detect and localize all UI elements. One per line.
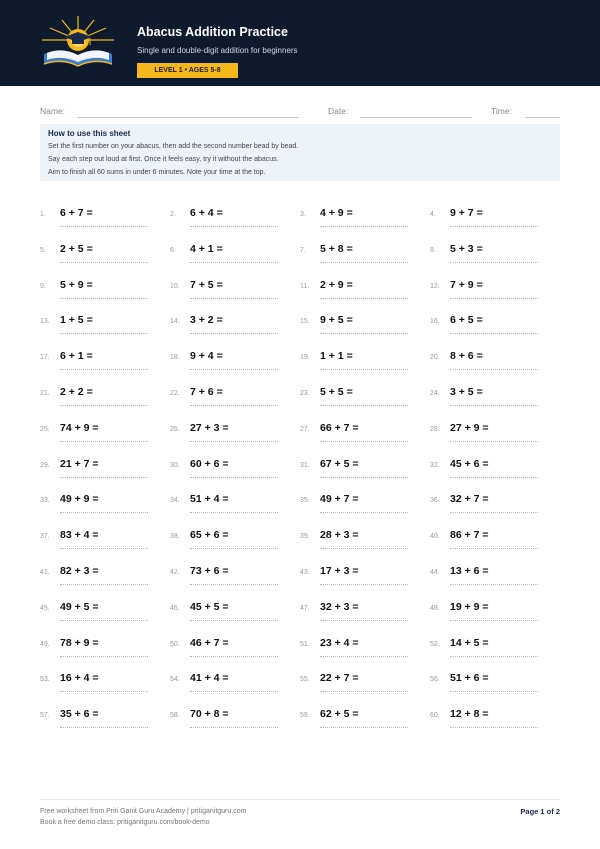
name-label: Name: [40,106,66,116]
problem-equation: 73 + 6 = [190,565,229,577]
problem-number: 47. [300,604,310,612]
problem-equation: 28 + 3 = [320,529,359,542]
answer-line[interactable] [320,333,408,334]
problem-equation: 32 + 3 = [320,600,359,613]
instructions-box [40,124,560,181]
problem-equation: 7 + 5 = [190,278,223,291]
problem-item [430,422,540,446]
name-field[interactable] [77,117,299,118]
instructions-title: How to use this sheet [48,129,131,138]
answer-line[interactable] [190,584,278,585]
answer-line[interactable] [450,548,538,549]
problem-number: 27. [300,425,310,433]
problem-equation: 9 + 4 = [190,350,223,363]
problem-number: 4. [430,211,436,218]
problem-equation: 78 + 9 = [60,636,99,649]
time-label: Time: [491,106,512,116]
problem-number: 29. [40,461,50,469]
problem-number: 3. [300,211,306,218]
problem-item [40,637,150,661]
problem-equation: 51 + 6 = [450,672,489,685]
problem-item [40,386,150,410]
answer-line[interactable] [60,512,148,513]
problem-item [300,314,410,338]
problem-item [300,422,410,446]
problem-number: 56. [430,676,440,684]
answer-line[interactable] [190,333,278,334]
problem-equation: 7 + 9 = [450,278,483,291]
problem-number: 33. [40,497,50,505]
problem-item [300,350,410,374]
problem-item [40,672,150,696]
problem-item [40,422,150,446]
problem-equation: 49 + 9 = [60,493,99,506]
problem-equation: 82 + 3 = [60,565,99,577]
answer-line[interactable] [450,298,538,299]
problem-number: 1. [40,211,46,218]
problem-equation: 21 + 7 = [60,457,99,470]
problem-equation: 4 + 9 = [320,207,353,219]
problem-number: 39. [300,533,310,541]
problem-number: 30. [170,461,180,469]
problem-equation: 13 + 6 = [450,565,489,577]
problem-equation: 27 + 9 = [450,421,489,434]
answer-line[interactable] [60,477,148,478]
date-label: Date: [328,106,349,116]
problem-equation: 74 + 9 = [60,421,99,434]
problem-equation: 6 + 7 = [60,207,93,219]
problem-number: 14. [170,318,180,326]
answer-line[interactable] [60,333,148,334]
problem-item [170,458,280,482]
answer-line[interactable] [60,691,148,692]
problem-number: 57. [40,712,50,720]
problem-equation: 9 + 7 = [450,207,483,219]
problem-item [40,279,150,303]
answer-line[interactable] [320,691,408,692]
problem-number: 60. [430,712,440,720]
problem-item [430,601,540,625]
answer-line[interactable] [320,405,408,406]
problem-number: 35. [300,497,310,505]
problem-item [40,314,150,338]
problem-number: 52. [430,640,440,648]
answer-line[interactable] [450,727,538,728]
answer-line[interactable] [450,691,538,692]
problem-item [430,386,540,410]
problem-equation: 46 + 7 = [190,636,229,649]
answer-line[interactable] [320,584,408,585]
problem-equation: 83 + 4 = [60,529,99,542]
problem-item [40,243,150,267]
problem-item [430,565,540,589]
problem-item [170,386,280,410]
answer-line[interactable] [320,656,408,657]
answer-line[interactable] [190,369,278,370]
answer-line[interactable] [60,262,148,263]
answer-line[interactable] [60,369,148,370]
level-badge: LEVEL 1 • AGES 5-8 [137,63,238,78]
problem-equation: 27 + 3 = [190,421,229,434]
problem-item [170,672,280,696]
problem-number: 55. [300,676,310,684]
answer-line[interactable] [60,656,148,657]
problem-item [300,207,410,231]
academy-logo-icon [32,12,124,74]
problem-item [170,350,280,374]
problem-number: 26. [170,425,180,433]
problem-number: 6. [170,246,176,254]
answer-line[interactable] [190,226,278,227]
problem-item [430,350,540,374]
answer-line[interactable] [60,441,148,442]
problem-item [170,601,280,625]
page-number: Page 1 of 2 [520,807,560,816]
problem-number: 28. [430,425,440,433]
problem-equation: 2 + 5 = [60,242,93,255]
problem-equation: 3 + 5 = [450,386,483,398]
problem-item [300,386,410,410]
problem-item [430,279,540,303]
answer-line[interactable] [60,548,148,549]
problem-number: 53. [40,676,50,684]
problem-item [170,565,280,589]
problem-item [300,708,410,732]
header-banner [0,0,600,86]
footer-demo-link: Book a free demo class: pritiganitguru.com/book-demo [40,819,210,826]
date-field[interactable] [360,117,472,118]
answer-line[interactable] [450,584,538,585]
problem-number: 42. [170,569,180,576]
answer-line[interactable] [60,620,148,621]
answer-line[interactable] [60,298,148,299]
answer-line[interactable] [320,226,408,227]
answer-line[interactable] [190,548,278,549]
answer-line[interactable] [190,656,278,657]
problem-number: 16. [430,318,440,326]
answer-line[interactable] [450,405,538,406]
problem-item [40,601,150,625]
problem-equation: 70 + 8 = [190,708,229,721]
problem-equation: 6 + 5 = [450,314,483,327]
problem-item [430,493,540,517]
problem-item [170,493,280,517]
instruction-line: Aim to finish all 60 sums in under 6 minutes. Note your time at the top. [48,169,266,176]
problem-equation: 22 + 7 = [320,672,359,685]
answer-line[interactable] [320,548,408,549]
answer-line[interactable] [320,369,408,370]
problem-number: 5. [40,246,46,254]
problem-number: 15. [300,318,310,326]
problem-item [300,601,410,625]
answer-line[interactable] [190,727,278,728]
answer-line[interactable] [320,441,408,442]
problem-equation: 5 + 3 = [450,242,483,255]
problem-number: 44. [430,569,440,576]
answer-line[interactable] [450,369,538,370]
problem-number: 2. [170,211,176,218]
problem-item [300,279,410,303]
problem-equation: 60 + 6 = [190,457,229,470]
problem-item [430,708,540,732]
problem-number: 19. [300,354,310,362]
problem-number: 41. [40,569,50,576]
problem-item [430,637,540,661]
problem-number: 48. [430,604,440,612]
page-subtitle: Single and double-digit addition for beginners [137,46,298,55]
problem-number: 46. [170,604,180,612]
answer-line[interactable] [190,620,278,621]
answer-line[interactable] [320,262,408,263]
problem-equation: 49 + 5 = [60,600,99,613]
instruction-line: Set the first number on your abacus, then add the second number bead by bead. [48,143,299,150]
problem-item [430,243,540,267]
problem-number: 9. [40,282,46,290]
problem-number: 32. [430,461,440,469]
problem-number: 18. [170,354,180,362]
problem-item [40,458,150,482]
time-field[interactable] [525,117,560,118]
problem-number: 45. [40,604,50,612]
problem-item [300,243,410,267]
problem-equation: 9 + 5 = [320,314,353,327]
problem-item [40,350,150,374]
answer-line[interactable] [190,441,278,442]
problem-item [170,314,280,338]
problem-number: 8. [430,246,436,254]
problem-equation: 4 + 1 = [190,242,223,255]
problem-equation: 12 + 8 = [450,708,489,721]
problem-equation: 41 + 4 = [190,672,229,685]
problem-number: 22. [170,390,180,397]
problem-equation: 5 + 5 = [320,386,353,398]
problem-item [300,637,410,661]
problem-equation: 62 + 5 = [320,708,359,721]
footer-divider [40,799,560,800]
problem-equation: 3 + 2 = [190,314,223,327]
problem-number: 59. [300,712,310,720]
problem-number: 58. [170,712,180,720]
problem-number: 13. [40,318,50,326]
problem-item [430,207,540,231]
problem-item [170,637,280,661]
problem-item [170,207,280,231]
problem-number: 54. [170,676,180,684]
answer-line[interactable] [190,691,278,692]
problem-item [430,458,540,482]
problem-item [170,708,280,732]
problem-equation: 6 + 1 = [60,350,93,363]
problem-number: 36. [430,497,440,505]
problem-number: 20. [430,354,440,362]
problem-equation: 1 + 1 = [320,350,353,363]
problem-equation: 2 + 2 = [60,386,93,398]
problem-item [300,529,410,553]
problem-equation: 45 + 6 = [450,457,489,470]
problem-equation: 2 + 9 = [320,278,353,291]
problem-number: 37. [40,533,50,541]
problem-number: 21. [40,390,50,397]
problem-item [170,529,280,553]
answer-line[interactable] [190,405,278,406]
problem-equation: 17 + 3 = [320,565,359,577]
problem-item [430,672,540,696]
answer-line[interactable] [320,512,408,513]
footer-credit: Free worksheet from Priti Ganit Guru Academy | pritiganitguru.com [40,808,247,815]
problem-equation: 45 + 5 = [190,600,229,613]
answer-line[interactable] [60,727,148,728]
answer-line[interactable] [190,298,278,299]
answer-line[interactable] [320,477,408,478]
problem-equation: 19 + 9 = [450,600,489,613]
problem-item [40,565,150,589]
problem-number: 34. [170,497,180,505]
problem-equation: 51 + 4 = [190,493,229,506]
instruction-line: Say each step out loud at first. Once it feels easy, try it without the abacus. [48,156,279,163]
problem-item [300,458,410,482]
problem-item [170,279,280,303]
problem-number: 10. [170,282,180,290]
problem-item [300,565,410,589]
problem-equation: 65 + 6 = [190,529,229,542]
problem-equation: 8 + 6 = [450,350,483,363]
answer-line[interactable] [190,262,278,263]
problem-number: 23. [300,390,310,397]
problem-number: 12. [430,282,440,290]
problem-number: 51. [300,640,310,648]
answer-line[interactable] [450,441,538,442]
problem-item [430,529,540,553]
page-title: Abacus Addition Practice [137,25,288,39]
problem-equation: 67 + 5 = [320,457,359,470]
answer-line[interactable] [320,727,408,728]
problem-equation: 5 + 8 = [320,242,353,255]
answer-line[interactable] [320,620,408,621]
answer-line[interactable] [450,656,538,657]
problem-equation: 23 + 4 = [320,636,359,649]
answer-line[interactable] [60,584,148,585]
problem-number: 11. [300,282,310,290]
problem-item [300,672,410,696]
answer-line[interactable] [450,477,538,478]
problem-item [170,243,280,267]
problem-item [40,708,150,732]
answer-line[interactable] [450,620,538,621]
problem-number: 31. [300,461,310,469]
answer-line[interactable] [320,298,408,299]
problem-item [40,493,150,517]
answer-line[interactable] [60,226,148,227]
problem-number: 25. [40,425,50,433]
problem-equation: 66 + 7 = [320,421,359,434]
problem-item [40,529,150,553]
answer-line[interactable] [450,333,538,334]
answer-line[interactable] [450,262,538,263]
problem-item [430,314,540,338]
problem-number: 43. [300,569,310,576]
answer-line[interactable] [450,226,538,227]
problem-equation: 7 + 6 = [190,386,223,398]
answer-line[interactable] [190,512,278,513]
answer-line[interactable] [450,512,538,513]
problem-number: 7. [300,246,306,254]
problem-number: 50. [170,640,180,648]
problem-equation: 86 + 7 = [450,529,489,542]
problem-number: 38. [170,533,180,541]
problem-equation: 35 + 6 = [60,708,99,721]
problem-equation: 1 + 5 = [60,314,93,327]
problem-item [40,207,150,231]
problem-number: 24. [430,390,440,397]
answer-line[interactable] [190,477,278,478]
problem-equation: 16 + 4 = [60,672,99,685]
answer-line[interactable] [60,405,148,406]
problem-equation: 32 + 7 = [450,493,489,506]
problem-item [300,493,410,517]
problem-equation: 6 + 4 = [190,207,223,219]
problem-number: 49. [40,640,50,648]
problem-equation: 5 + 9 = [60,278,93,291]
problem-equation: 14 + 5 = [450,636,489,649]
problem-number: 40. [430,533,440,541]
problem-item [170,422,280,446]
problem-equation: 49 + 7 = [320,493,359,506]
problem-number: 17. [40,354,50,362]
